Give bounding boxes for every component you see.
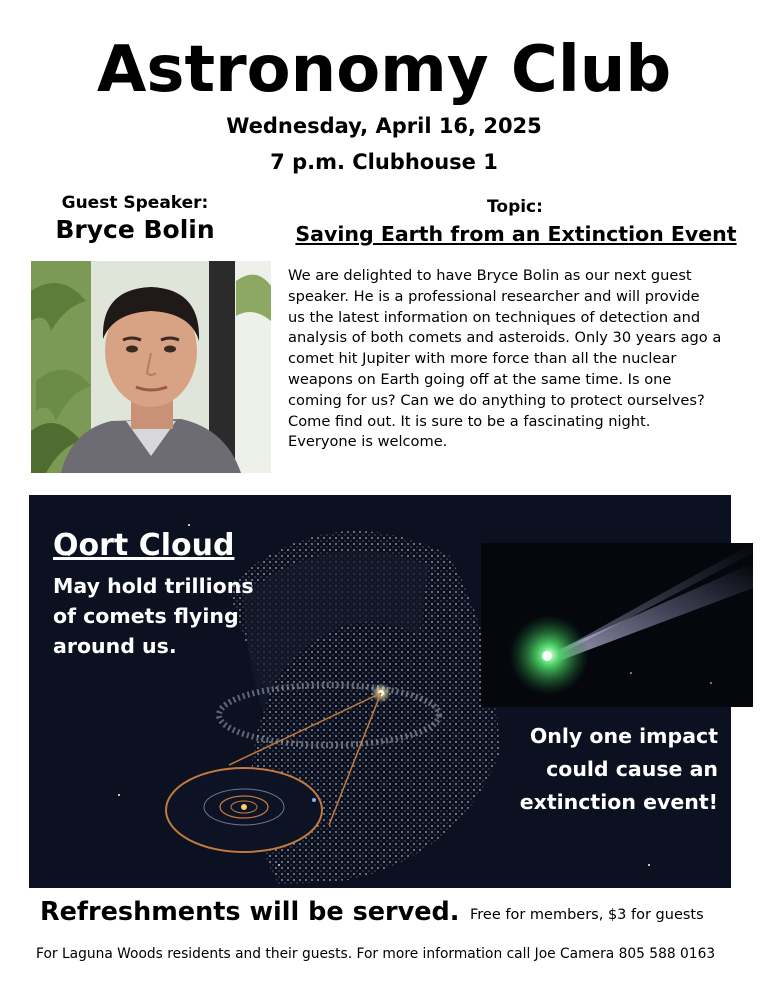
oort-caption-line: of comets flying [53,604,239,628]
guest-speaker-name: Bryce Bolin [55,215,215,244]
description-line: Come find out. It is sure to be a fascinating night. [288,412,651,430]
description-line: speaker. He is a professional researcher and will provide [288,287,700,305]
description-line: coming for us? Can we do anything to protect ourselves? [288,391,705,409]
impact-caption [470,720,718,819]
oort-cloud-heading: Oort Cloud [53,528,235,563]
guest-speaker-label: Guest Speaker: [61,193,209,213]
contact-info: For Laguna Woods residents and their guests. For more information call Joe Camera 805 588 0163 [36,946,716,962]
oort-cloud-caption [53,571,254,661]
impact-caption-line: Only one impact [529,724,718,748]
topic-title: Saving Earth from an Extinction Event [295,222,737,246]
description-line: comet hit Jupiter with more force than all the nuclear [288,350,677,368]
poster-title: Astronomy Club [96,33,672,107]
event-time-place: 7 p.m. Clubhouse 1 [270,150,498,174]
description-line: weapons on Earth going off at the same time. Is one [288,370,672,388]
topic-label: Topic: [487,197,543,217]
description-line: Everyone is welcome. [288,433,448,451]
event-description [288,266,750,453]
oort-caption-line: around us. [53,634,177,658]
refreshments-note: Refreshments will be served. [40,897,460,927]
description-line: analysis of both comets and asteroids. Only 30 years ago a [288,329,722,347]
impact-caption-line: extinction event! [519,790,718,814]
impact-caption-line: could cause an [546,757,718,781]
oort-caption-line: May hold trillions [53,574,254,598]
speaker-photo [31,261,271,473]
description-line: We are delighted to have Bryce Bolin as our next guest [288,267,692,284]
comet-image [481,543,753,707]
description-line: us the latest information on techniques of detection and [288,308,701,326]
event-date: Wednesday, April 16, 2025 [226,114,542,138]
fees-note: Free for members, $3 for guests [470,907,704,923]
